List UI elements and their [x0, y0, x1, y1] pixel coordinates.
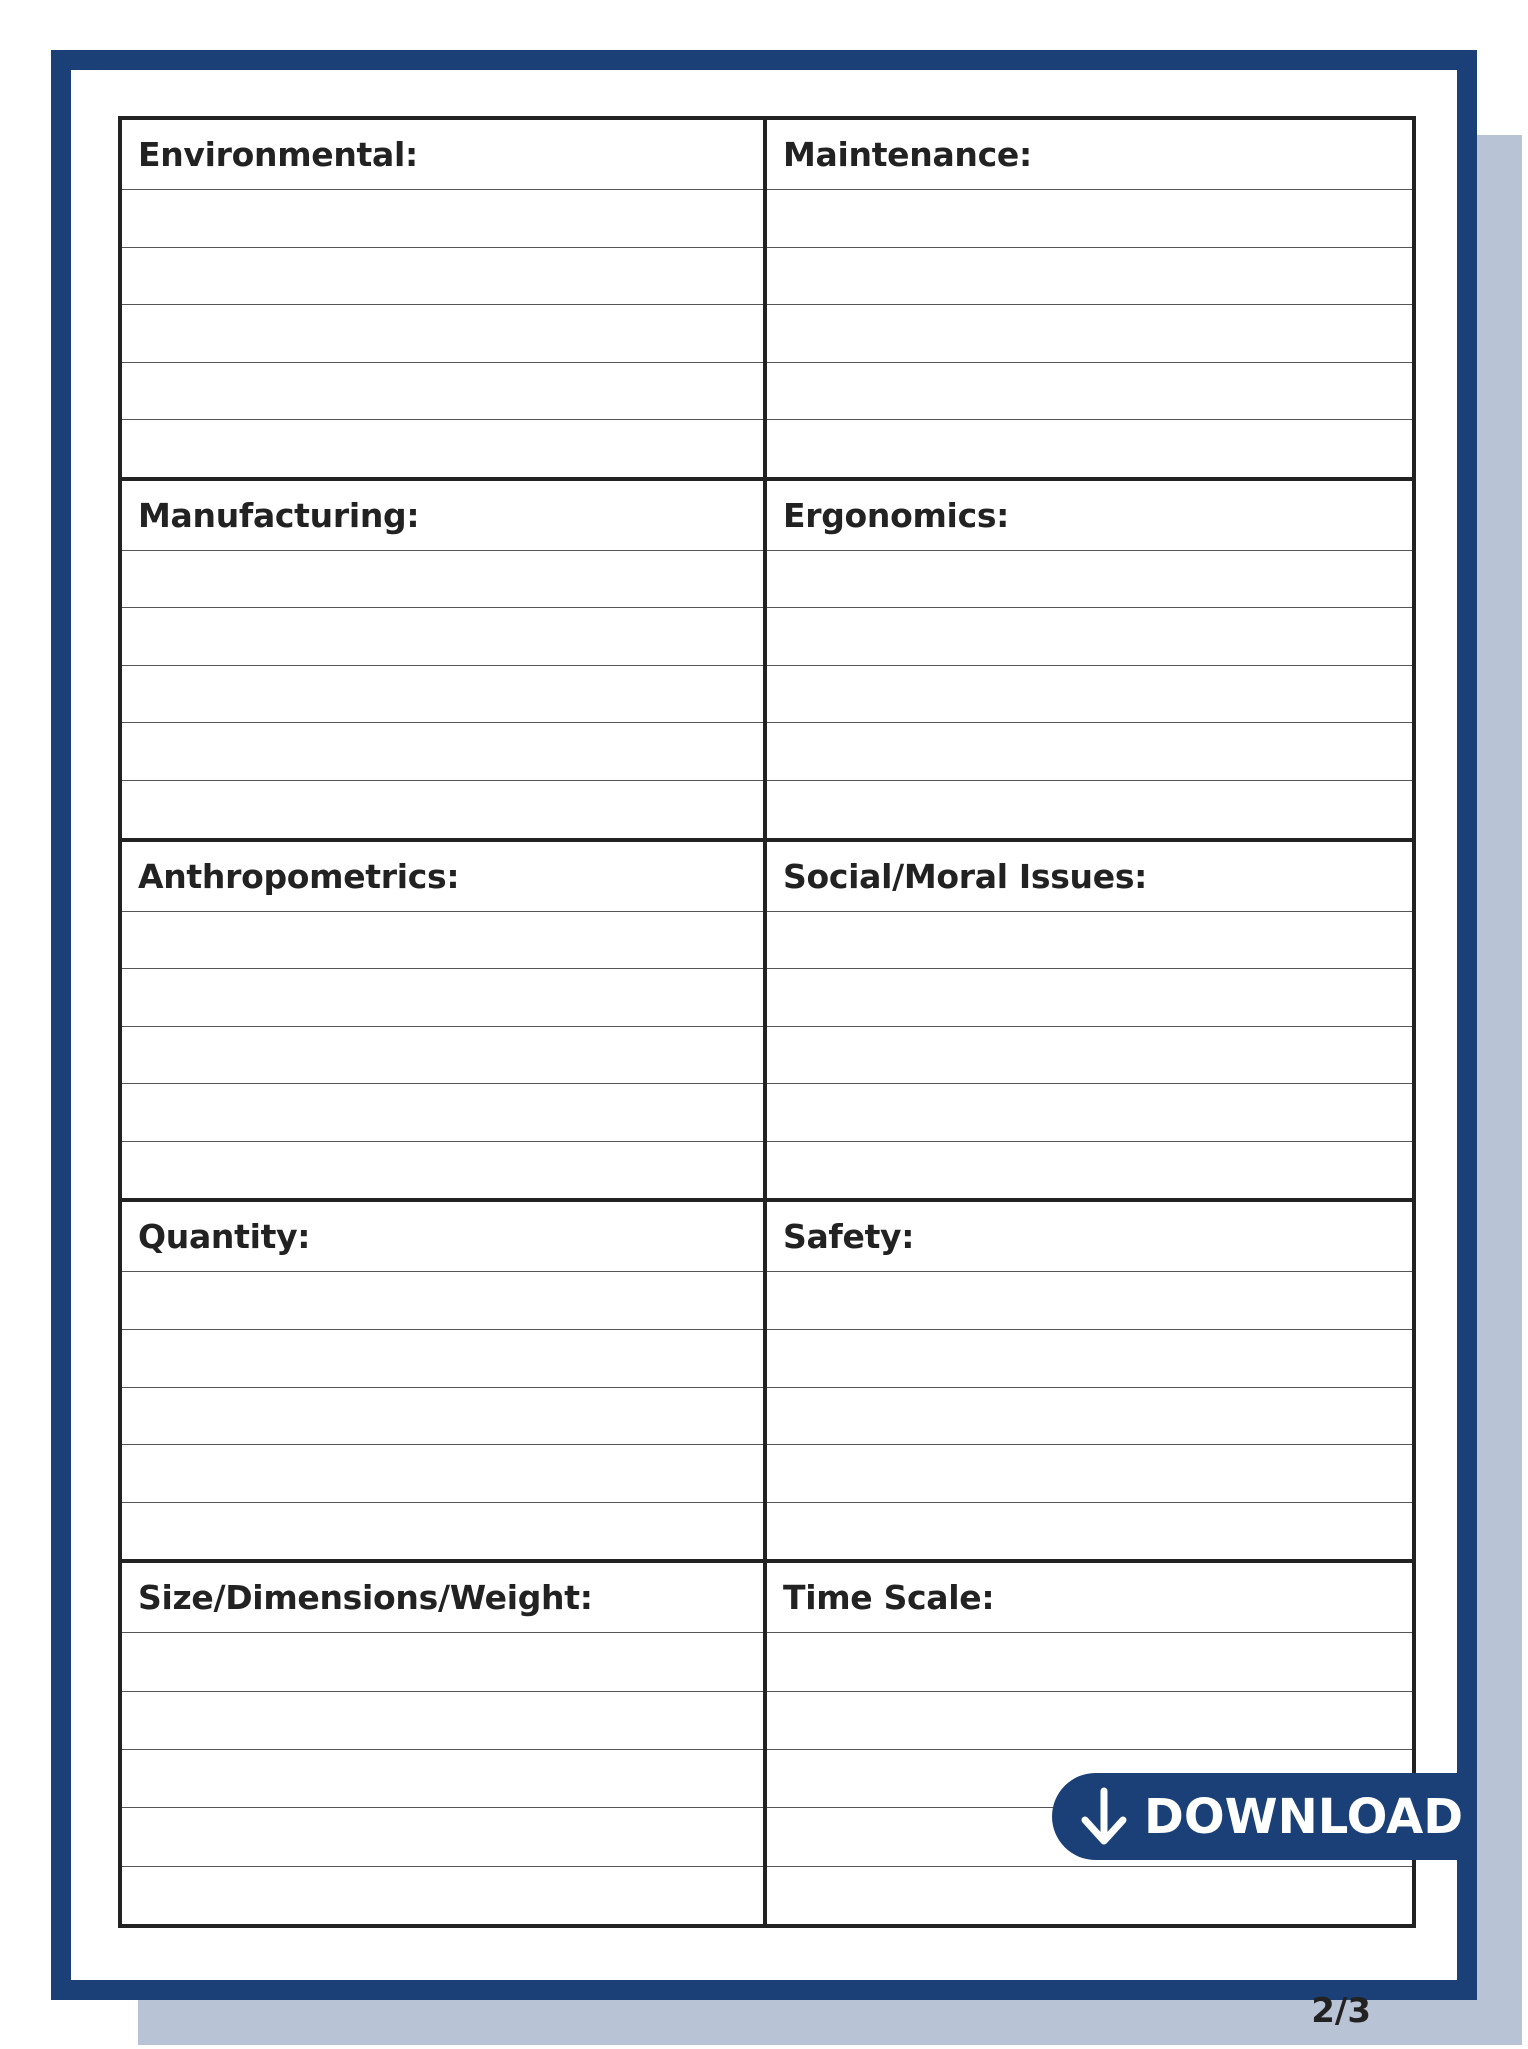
writing-line[interactable]	[122, 1633, 763, 1691]
writing-line[interactable]	[767, 1867, 1412, 1924]
writing-line[interactable]	[122, 1027, 763, 1085]
writing-line[interactable]	[122, 363, 763, 421]
section-title: Manufacturing:	[138, 495, 420, 535]
writing-line[interactable]	[122, 420, 763, 477]
section-quantity	[122, 1202, 767, 1563]
writing-line[interactable]	[767, 363, 1412, 421]
section-maintenance	[767, 120, 1412, 481]
section-title: Anthropometrics:	[138, 856, 460, 896]
section-anthropometrics	[122, 842, 767, 1203]
section-safety	[767, 1202, 1412, 1563]
download-button[interactable]	[1052, 1773, 1477, 1860]
writing-line[interactable]	[122, 248, 763, 306]
writing-line[interactable]	[767, 969, 1412, 1027]
writing-line[interactable]	[767, 305, 1412, 363]
section-ergonomics	[767, 481, 1412, 842]
writing-line[interactable]	[122, 1142, 763, 1199]
section-header	[767, 1202, 1412, 1272]
writing-line[interactable]	[122, 1330, 763, 1388]
writing-line[interactable]	[767, 1084, 1412, 1142]
section-title: Safety:	[783, 1217, 915, 1257]
writing-line[interactable]	[122, 666, 763, 724]
writing-line[interactable]	[767, 1503, 1412, 1560]
writing-line[interactable]	[767, 1445, 1412, 1503]
writing-line[interactable]	[767, 190, 1412, 248]
writing-line[interactable]	[122, 1692, 763, 1750]
page-number: 2/3	[1311, 1991, 1371, 2031]
writing-line[interactable]	[767, 420, 1412, 477]
section-header	[767, 481, 1412, 551]
writing-line[interactable]	[767, 1272, 1412, 1330]
section-header	[767, 1563, 1412, 1633]
writing-line[interactable]	[122, 608, 763, 666]
section-header	[122, 842, 763, 912]
section-header	[122, 481, 763, 551]
section-title: Maintenance:	[783, 135, 1032, 174]
writing-line[interactable]	[767, 666, 1412, 724]
writing-line[interactable]	[767, 912, 1412, 970]
section-title: Time Scale:	[783, 1578, 995, 1618]
writing-line[interactable]	[122, 1808, 763, 1866]
writing-line[interactable]	[767, 781, 1412, 838]
writing-line[interactable]	[767, 551, 1412, 609]
section-title: Environmental:	[138, 135, 418, 174]
section-title: Social/Moral Issues:	[783, 856, 1148, 896]
writing-line[interactable]	[122, 1867, 763, 1924]
arrow-down-icon	[1076, 1784, 1132, 1850]
writing-line[interactable]	[122, 1445, 763, 1503]
writing-line[interactable]	[122, 1503, 763, 1560]
section-header	[767, 842, 1412, 912]
writing-line[interactable]	[767, 608, 1412, 666]
section-manufacturing	[122, 481, 767, 842]
writing-line[interactable]	[122, 190, 763, 248]
writing-line[interactable]	[122, 1272, 763, 1330]
writing-line[interactable]	[122, 723, 763, 781]
writing-line[interactable]	[122, 912, 763, 970]
writing-line[interactable]	[122, 1388, 763, 1446]
writing-line[interactable]	[767, 1142, 1412, 1199]
writing-line[interactable]	[767, 1692, 1412, 1750]
section-social-moral-issues	[767, 842, 1412, 1203]
section-title: Quantity:	[138, 1217, 311, 1257]
writing-line[interactable]	[122, 969, 763, 1027]
section-header	[767, 120, 1412, 190]
section-title: Ergonomics:	[783, 495, 1010, 535]
section-time-scale	[767, 1563, 1412, 1924]
writing-line[interactable]	[122, 781, 763, 838]
section-header	[122, 1202, 763, 1272]
writing-line[interactable]	[767, 723, 1412, 781]
section-header	[122, 1563, 763, 1633]
writing-line[interactable]	[767, 1633, 1412, 1691]
writing-line[interactable]	[767, 248, 1412, 306]
writing-line[interactable]	[122, 1084, 763, 1142]
section-size-dimensions-weight	[122, 1563, 767, 1924]
writing-line[interactable]	[767, 1388, 1412, 1446]
section-header	[122, 120, 763, 190]
writing-line[interactable]	[122, 305, 763, 363]
writing-line[interactable]	[122, 551, 763, 609]
writing-line[interactable]	[767, 1330, 1412, 1388]
writing-line[interactable]	[122, 1750, 763, 1808]
writing-line[interactable]	[767, 1027, 1412, 1085]
section-title: Size/Dimensions/Weight:	[138, 1578, 593, 1618]
worksheet-sheet	[71, 70, 1457, 2031]
specification-grid	[118, 116, 1416, 1928]
download-label: DOWNLOAD	[1144, 1788, 1464, 1845]
section-environmental	[122, 120, 767, 481]
